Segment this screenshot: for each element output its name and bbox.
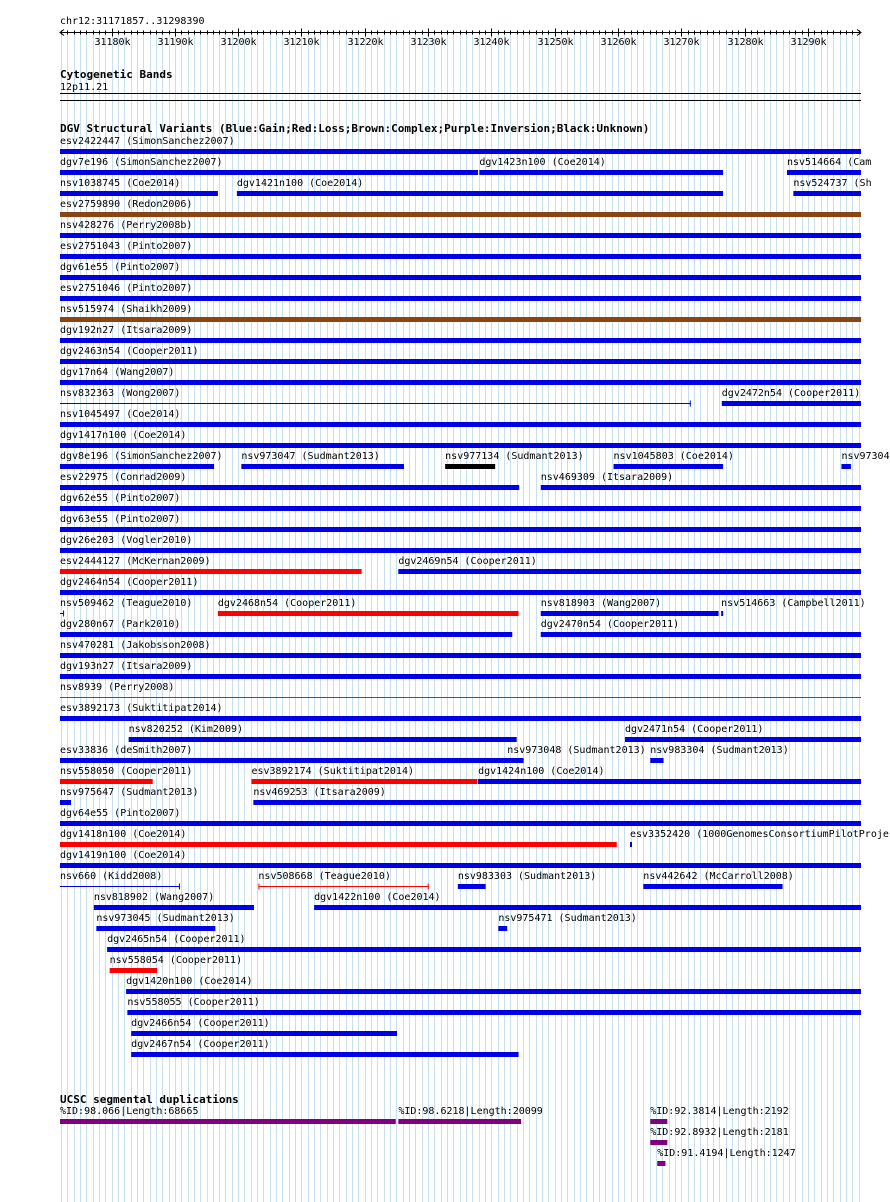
dgv-feature-bar <box>129 737 517 742</box>
dgv-feature-label: nsv973047 (Sudmant2013) <box>241 451 380 462</box>
dgv-feature <box>541 598 719 616</box>
dgv-feature-bar <box>60 443 861 448</box>
dgv-feature-bar <box>793 191 861 196</box>
dgv-feature <box>60 556 362 574</box>
ruler-tick-label: 31260k <box>600 37 637 48</box>
dgv-track <box>60 122 890 1057</box>
segdup-feature-bar <box>398 1119 521 1124</box>
dgv-feature-bar <box>643 884 782 889</box>
dgv-track-title: DGV Structural Variants (Blue:Gain;Red:Loss;Brown:Complex;Purple:Inversion;Black:Unknown) <box>60 122 650 135</box>
dgv-feature-bar <box>60 422 861 427</box>
segdup-feature-bar <box>657 1161 665 1166</box>
dgv-feature-bar <box>60 548 861 553</box>
dgv-feature <box>60 619 512 637</box>
dgv-feature <box>126 976 861 994</box>
dgv-feature-bar <box>60 485 519 490</box>
dgv-feature-label: dgv1424n100 (Coe2014) <box>478 766 605 777</box>
dgv-feature <box>479 157 723 175</box>
dgv-feature-label: nsv558050 (Cooper2011) <box>60 766 193 777</box>
dgv-feature-bar <box>253 800 861 805</box>
dgv-feature-label: nsv97304 <box>841 451 890 462</box>
dgv-feature-label: nsv1045803 (Coe2014) <box>613 451 734 462</box>
dgv-feature-bar <box>614 464 724 469</box>
dgv-feature-bar <box>541 632 861 637</box>
dgv-feature <box>60 598 192 617</box>
dgv-feature-label: dgv2471n54 (Cooper2011) <box>624 724 764 735</box>
dgv-feature-label: nsv428276 (Perry2008b) <box>60 220 193 231</box>
ruler-tick-label: 31250k <box>537 37 574 48</box>
dgv-feature-label: esv3892174 (Suktitipat2014) <box>251 766 415 777</box>
segdup-feature-bar <box>650 1140 667 1145</box>
dgv-feature-label: dgv62e55 (Pinto2007) <box>60 493 181 504</box>
dgv-feature-bar <box>60 338 861 343</box>
dgv-feature-label: nsv558054 (Cooper2011) <box>109 955 243 966</box>
dgv-feature-label: nsv1045497 (Coe2014) <box>60 409 181 420</box>
dgv-feature-label: dgv7e196 (SimonSanchez2007) <box>60 157 223 168</box>
dgv-feature-bar <box>60 317 861 322</box>
ruler-tick-label: 31270k <box>663 37 700 48</box>
dgv-feature-label: dgv193n27 (Itsara2009) <box>60 661 193 672</box>
dgv-feature-bar <box>60 653 861 658</box>
dgv-feature <box>218 598 519 616</box>
dgv-feature-label: nsv558055 (Cooper2011) <box>127 997 260 1008</box>
segdup-feature <box>60 1106 396 1124</box>
dgv-feature <box>60 451 223 469</box>
dgv-feature-bar <box>60 779 153 784</box>
dgv-feature-bar <box>478 779 861 784</box>
dgv-feature-label: nsv8939 (Perry2008) <box>60 682 175 693</box>
dgv-feature-label: nsv515974 (Shaikh2009) <box>60 304 193 315</box>
dgv-feature-bar <box>60 149 861 154</box>
dgv-feature-label: nsv973045 (Sudmant2013) <box>96 913 235 924</box>
dgv-feature-bar <box>398 569 861 574</box>
dgv-feature-label: nsv660 (Kidd2008) <box>60 871 163 882</box>
dgv-feature-label: dgv17n64 (Wang2007) <box>60 367 175 378</box>
dgv-feature <box>60 388 691 407</box>
dgv-feature-label: esv2751043 (Pinto2007) <box>60 241 193 252</box>
dgv-feature <box>251 766 477 784</box>
dgv-feature <box>614 451 734 469</box>
dgv-feature-label: dgv1422n100 (Coe2014) <box>314 892 441 903</box>
dgv-feature-label: dgv2469n54 (Cooper2011) <box>398 556 537 567</box>
dgv-feature <box>127 997 861 1015</box>
dgv-feature-label: dgv2463n54 (Cooper2011) <box>60 346 199 357</box>
dgv-feature <box>445 451 583 469</box>
dgv-feature-bar <box>60 380 861 385</box>
segdup-track <box>60 1093 796 1166</box>
dgv-feature-bar <box>60 821 861 826</box>
dgv-feature-label: nsv470281 (Jakobsson2008) <box>60 640 211 651</box>
dgv-feature-label: dgv61e55 (Pinto2007) <box>60 262 181 273</box>
dgv-feature-label: nsv818903 (Wang2007) <box>540 598 662 609</box>
segdup-feature-label: %ID:91.4194|Length:1247 <box>657 1148 796 1159</box>
dgv-feature-bar <box>94 905 254 910</box>
dgv-feature-bar <box>60 527 861 532</box>
dgv-feature-label: dgv26e203 (Vogler2010) <box>60 535 193 546</box>
dgv-feature-label: esv3892173 (Suktitipat2014) <box>60 703 223 714</box>
dgv-feature-bar <box>60 233 861 238</box>
ruler-tick-label: 31290k <box>790 37 827 48</box>
dgv-feature-bar <box>127 1010 861 1015</box>
dgv-feature-label: esv2759890 (Redon2006) <box>60 199 193 210</box>
segdup-feature-label: %ID:92.8932|Length:2181 <box>650 1127 789 1138</box>
segdup-features <box>60 1106 796 1166</box>
dgv-feature-label: dgv192n27 (Itsara2009) <box>60 325 193 336</box>
dgv-feature <box>60 745 511 763</box>
dgv-feature-bar <box>541 611 719 616</box>
dgv-feature-label: nsv820252 (Kim2009) <box>128 724 244 735</box>
segdup-feature-label: %ID:92.3814|Length:2192 <box>650 1106 789 1117</box>
dgv-feature-label: esv2751046 (Pinto2007) <box>60 283 193 294</box>
dgv-feature <box>398 556 861 574</box>
dgv-feature-bar <box>218 611 519 616</box>
dgv-feature-label: dgv2472n54 (Cooper2011) <box>721 388 861 399</box>
dgv-feature-label: nsv524737 (Sh <box>793 178 872 189</box>
dgv-feature-label: esv33836 (deSmith2007) <box>60 745 193 756</box>
dgv-feature-label: dgv2468n54 (Cooper2011) <box>217 598 357 609</box>
ruler-tick-label: 31240k <box>473 37 510 48</box>
dgv-feature-bar <box>507 758 523 763</box>
dgv-feature-bar <box>650 758 663 763</box>
dgv-feature <box>630 829 889 847</box>
dgv-feature-label: dgv2467n54 (Cooper2011) <box>131 1039 270 1050</box>
dgv-feature-label: dgv2464n54 (Cooper2011) <box>60 577 199 588</box>
dgv-feature <box>787 157 871 175</box>
dgv-feature-label: nsv514663 (Campbell2011) <box>721 598 866 609</box>
ruler-tick-label: 31190k <box>157 37 194 48</box>
dgv-feature-label: dgv64e55 (Pinto2007) <box>60 808 181 819</box>
dgv-feature-label: esv2444127 (McKernan2009) <box>60 556 211 567</box>
dgv-feature-label: esv3352420 (1000GenomesConsortiumPilotProje <box>630 829 889 840</box>
dgv-feature-bar <box>841 464 850 469</box>
dgv-feature-label: esv2422447 (SimonSanchez2007) <box>60 136 235 147</box>
dgv-feature-bar <box>458 884 486 889</box>
dgv-feature-label: nsv508668 (Teague2010) <box>258 871 391 882</box>
dgv-feature-bar <box>541 485 861 490</box>
dgv-feature-bar <box>60 716 861 721</box>
dgv-feature-bar <box>96 926 215 931</box>
ruler-tick-label: 31180k <box>94 37 131 48</box>
dgv-feature-label: dgv1418n100 (Coe2014) <box>60 829 187 840</box>
ruler-tick-label: 31220k <box>347 37 384 48</box>
dgv-feature <box>314 892 861 910</box>
dgv-feature-label: dgv1417n100 (Coe2014) <box>60 430 187 441</box>
dgv-feature-bar <box>60 674 861 679</box>
dgv-feature-bar <box>479 170 723 175</box>
dgv-feature-bar <box>498 926 507 931</box>
dgv-feature-bar <box>60 212 861 217</box>
dgv-feature-bar <box>107 947 861 952</box>
dgv-feature-bar <box>131 1052 518 1057</box>
ruler-tick-label: 31280k <box>727 37 764 48</box>
dgv-feature-label: dgv280n67 (Park2010) <box>60 619 181 630</box>
dgv-feature-label: nsv975471 (Sudmant2013) <box>498 913 637 924</box>
ruler-tick-label: 31210k <box>283 37 320 48</box>
dgv-feature-bar <box>314 905 861 910</box>
dgv-feature-label: nsv469253 (Itsara2009) <box>253 787 386 798</box>
dgv-feature-bar <box>60 254 861 259</box>
dgv-feature <box>60 829 617 847</box>
segdup-feature <box>398 1106 543 1124</box>
dgv-feature <box>793 178 871 196</box>
dgv-feature-bar <box>445 464 495 469</box>
dgv-feature-label: nsv469309 (Itsara2009) <box>540 472 674 483</box>
dgv-feature <box>96 913 234 931</box>
dgv-feature-label: nsv983303 (Sudmant2013) <box>457 871 597 882</box>
dgv-feature <box>107 934 861 952</box>
dgv-feature-label: dgv1423n100 (Coe2014) <box>479 157 606 168</box>
dgv-feature-label: nsv977134 (Sudmant2013) <box>445 451 584 462</box>
dgv-feature-bar <box>126 989 861 994</box>
dgv-feature <box>458 871 596 889</box>
dgv-feature-bar <box>722 401 861 406</box>
dgv-feature-label: dgv8e196 (SimonSanchez2007) <box>60 451 223 462</box>
region-label: chr12:31171857..31298390 <box>60 16 205 27</box>
dgv-feature-label: nsv514664 (Cam <box>786 157 872 168</box>
dgv-feature-label: nsv975647 (Sudmant2013) <box>60 787 199 798</box>
dgv-feature-bar <box>787 170 861 175</box>
dgv-feature <box>129 724 517 742</box>
dgv-feature-label: esv22975 (Conrad2009) <box>60 472 187 483</box>
dgv-feature-label: nsv442642 (McCarroll2008) <box>643 871 794 882</box>
dgv-feature-bar <box>60 758 511 763</box>
dgv-feature-bar <box>60 506 861 511</box>
segdup-feature-bar <box>650 1119 667 1124</box>
dgv-feature-bar <box>60 590 861 595</box>
cytoband-track-title: Cytogenetic Bands <box>60 68 173 81</box>
segdup-feature-label: %ID:98.6218|Length:20099 <box>398 1106 543 1117</box>
dgv-feature <box>253 787 861 805</box>
dgv-feature-label: dgv2470n54 (Cooper2011) <box>540 619 680 630</box>
ruler-tick-label: 31230k <box>410 37 447 48</box>
dgv-feature-bar <box>60 569 362 574</box>
dgv-feature-bar <box>60 632 512 637</box>
dgv-feature <box>625 724 861 742</box>
dgv-feature-label: dgv2465n54 (Cooper2011) <box>107 934 246 945</box>
dgv-feature-bar <box>721 611 723 616</box>
dgv-feature <box>643 871 794 889</box>
dgv-feature-bar <box>131 1031 397 1036</box>
dgv-feature <box>241 451 404 469</box>
dgv-feature <box>60 871 180 890</box>
segdup-track-title: UCSC segmental duplications <box>60 1093 239 1106</box>
dgv-feature <box>131 1018 397 1036</box>
dgv-feature-bar <box>60 464 214 469</box>
dgv-feature-bar <box>60 296 861 301</box>
dgv-features <box>60 136 890 1057</box>
dgv-feature-bar <box>60 842 617 847</box>
dgv-feature-bar <box>110 968 157 973</box>
dgv-feature <box>60 766 192 784</box>
dgv-feature-label: nsv1038745 (Coe2014) <box>60 178 181 189</box>
dgv-feature <box>94 892 254 910</box>
dgv-feature-label: nsv818902 (Wang2007) <box>93 892 215 903</box>
dgv-feature-bar <box>241 464 404 469</box>
cytoband-label: 12p11.21 <box>60 82 109 93</box>
dgv-feature <box>721 598 866 616</box>
dgv-feature <box>841 451 889 469</box>
dgv-feature-bar <box>60 170 478 175</box>
dgv-feature-label: nsv832363 (Wong2007) <box>60 388 181 399</box>
dgv-feature-bar <box>630 842 632 847</box>
dgv-feature-label: dgv63e55 (Pinto2007) <box>60 514 181 525</box>
dgv-feature-bar <box>251 779 477 784</box>
dgv-feature-bar <box>60 800 71 805</box>
dgv-feature-label: nsv983304 (Sudmant2013) <box>650 745 789 756</box>
dgv-feature-label: dgv1421n100 (Coe2014) <box>236 178 364 189</box>
dgv-feature-bar <box>237 191 723 196</box>
dgv-feature-bar <box>60 359 861 364</box>
dgv-feature <box>722 388 861 406</box>
dgv-feature-label: dgv1419n100 (Coe2014) <box>60 850 187 861</box>
dgv-feature-label: nsv973048 (Sudmant2013) <box>507 745 646 756</box>
segdup-feature-label: %ID:98.066|Length:68665 <box>60 1106 199 1117</box>
dgv-feature-bar <box>60 275 861 280</box>
dgv-feature-label: dgv2466n54 (Cooper2011) <box>131 1018 270 1029</box>
dgv-feature-bar <box>625 737 861 742</box>
dgv-feature-label: dgv1420n100 (Coe2014) <box>126 976 253 987</box>
dgv-feature-bar <box>60 191 218 196</box>
segdup-feature-bar <box>60 1119 396 1124</box>
dgv-feature-bar <box>60 863 861 868</box>
ruler-tick-label: 31200k <box>220 37 257 48</box>
dgv-feature-label: nsv509462 (Teague2010) <box>60 598 193 609</box>
